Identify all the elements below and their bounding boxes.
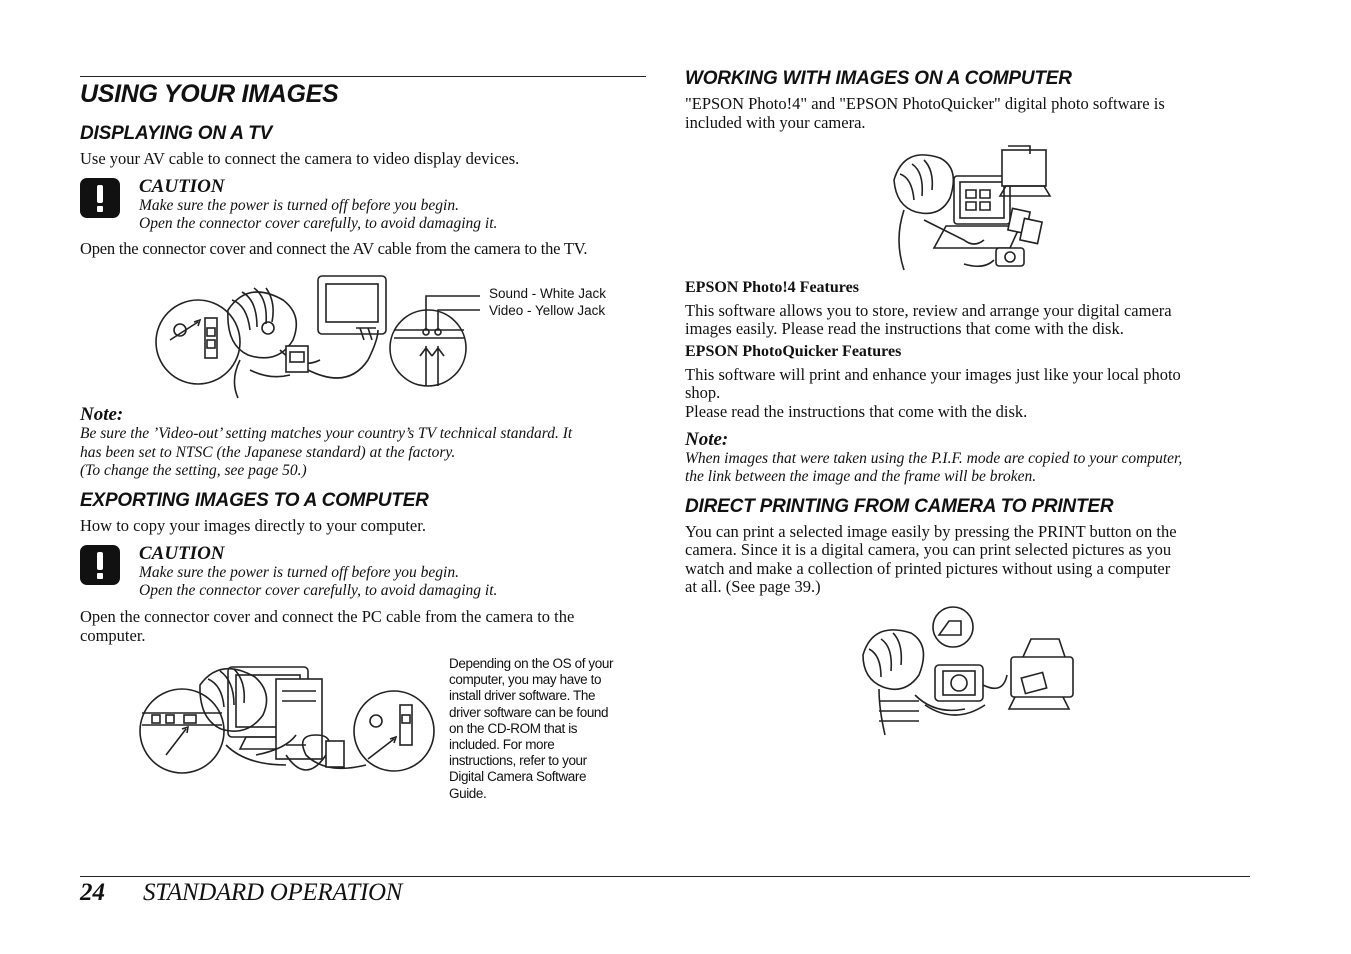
export-intro: How to copy your images directly to your computer.	[80, 516, 426, 535]
footer-section-title: STANDARD OPERATION	[143, 879, 403, 906]
driver-note-line: Digital Camera Software	[449, 769, 587, 785]
direct-line1: You can print a selected image easily by pressing the PRINT button on the	[685, 522, 1177, 541]
caution-export-line1: Make sure the power is turned off before you begin.	[139, 564, 459, 581]
driver-note-line: Depending on the OS of your	[449, 656, 614, 671]
driver-note-line: driver software can be found	[449, 704, 609, 720]
caution-tv-line2: Open the connector cover carefully, to avoid damaging it.	[139, 215, 498, 232]
photo4-line2: images easily. Please read the instructions that come with the disk.	[685, 319, 1124, 338]
section-heading-tv: DISPLAYING ON A TV	[80, 123, 273, 144]
export-instruction-line1: Open the connector cover and connect the PC cable from the camera to the	[80, 607, 575, 626]
photoquicker-line1: This software will print and enhance your images just like your local photo	[685, 365, 1181, 384]
caution-icon	[80, 178, 120, 218]
photoquicker-line3: Please read the instructions that come with the disk.	[685, 402, 1028, 421]
tv-intro: Use your AV cable to connect the camera to video display devices.	[80, 149, 520, 168]
footer-rule	[80, 876, 1250, 877]
note-title-working: Note:	[685, 429, 729, 450]
direct-line2: camera. Since it is a digital camera, you can print selected pictures as you	[685, 540, 1172, 559]
section-heading-direct: DIRECT PRINTING FROM CAMERA TO PRINTER	[685, 496, 1114, 517]
caution-title-export: CAUTION	[139, 543, 225, 564]
computer-illustration	[884, 140, 1054, 275]
section-heading-working: WORKING WITH IMAGES ON A COMPUTER	[685, 68, 1072, 89]
caution-tv-line1: Make sure the power is turned off before you begin.	[139, 197, 459, 214]
driver-note-line: computer, you may have to	[449, 672, 602, 688]
photoquicker-line2: shop.	[685, 383, 721, 402]
label-video-jack: Video - Yellow Jack	[489, 303, 606, 318]
caution-icon	[80, 545, 120, 585]
page-title: USING YOUR IMAGES	[80, 80, 339, 108]
note-tv-line1: Be sure the ’Video-out’ setting matches your country’s TV technical standard. It	[80, 425, 573, 442]
note-tv-line3: (To change the setting, see page 50.)	[80, 462, 307, 479]
tv-instruction: Open the connector cover and connect the AV cable from the camera to the TV.	[80, 239, 588, 258]
driver-software-note	[449, 656, 649, 802]
driver-note-line: instructions, refer to your	[449, 753, 587, 769]
caution-export-line2: Open the connector cover carefully, to avoid damaging it.	[139, 582, 498, 599]
direct-printing-illustration	[855, 605, 1083, 740]
tv-connection-illustration	[150, 270, 480, 402]
pc-connection-illustration	[136, 655, 436, 795]
photo4-line1: This software allows you to store, review and arrange your digital camera	[685, 301, 1172, 320]
note-tv-line2: has been set to NTSC (the Japanese standard) at the factory.	[80, 444, 456, 461]
top-rule	[80, 76, 646, 77]
driver-note-line: included. For more	[449, 737, 555, 753]
page-number: 24	[80, 879, 105, 906]
driver-note-line: install driver software. The	[449, 688, 596, 704]
label-sound-jack: Sound - White Jack	[489, 286, 607, 301]
working-intro-line2: included with your camera.	[685, 113, 866, 132]
photo4-features-title: EPSON Photo!4 Features	[685, 279, 859, 296]
photoquicker-features-title: EPSON PhotoQuicker Features	[685, 343, 902, 360]
direct-line3: watch and make a collection of printed pictures without using a computer	[685, 559, 1171, 578]
direct-line4: at all. (See page 39.)	[685, 577, 821, 596]
note-title-tv: Note:	[80, 404, 124, 425]
working-intro-line1: "EPSON Photo!4" and "EPSON PhotoQuicker" digital photo software is	[685, 94, 1165, 113]
section-heading-export: EXPORTING IMAGES TO A COMPUTER	[80, 490, 429, 511]
note-working-line1: When images that were taken using the P.I.F. mode are copied to your computer,	[685, 450, 1183, 467]
caution-title-tv: CAUTION	[139, 176, 225, 197]
driver-note-line: on the CD-ROM that is	[449, 720, 578, 736]
note-working-line2: the link between the image and the frame will be broken.	[685, 468, 1037, 485]
export-instruction-line2: computer.	[80, 626, 146, 645]
driver-note-line: Guide.	[449, 785, 487, 801]
